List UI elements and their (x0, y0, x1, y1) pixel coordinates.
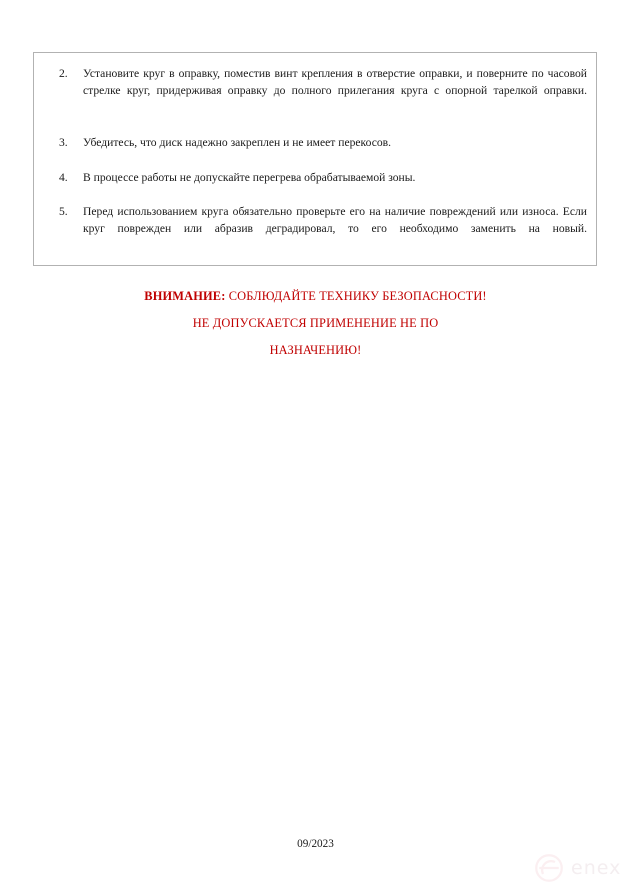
safety-warning-block (0, 283, 631, 364)
step-number: 2. (59, 67, 68, 80)
watermark (534, 849, 631, 887)
step-number: 3. (59, 136, 68, 150)
step-number: 4. (59, 170, 68, 184)
warning-lead-label: ВНИМАНИЕ: (144, 289, 226, 303)
step-text: Установите круг в оправку, поместив винт крепления в отверстие оправки, и поверните по часовой стрелке круг, придерживая оправку до полного прилегания круга с опорной тарелкой оправки. (83, 67, 587, 98)
list-item (43, 134, 587, 151)
warning-line-1 (0, 283, 631, 310)
steps-list (43, 65, 587, 255)
step-number: 5. (59, 205, 68, 219)
list-item (43, 65, 587, 117)
warning-line-2: НЕ ДОПУСКАЕТСЯ ПРИМЕНЕНИЕ НЕ ПО (192, 316, 439, 330)
step-text: В процессе работы не допускайте перегрева обрабатываемой зоны. (83, 170, 416, 184)
instruction-box (33, 52, 597, 266)
list-item (43, 203, 587, 255)
step-text: Убедитесь, что диск надежно закреплен и не имеет перекосов. (83, 136, 392, 150)
enex-circle-logo-icon (534, 853, 564, 883)
warning-line-3: НАЗНАЧЕНИЮ! (269, 343, 362, 357)
watermark-text: enex (571, 856, 622, 879)
footer-date: 09/2023 (297, 838, 334, 850)
warning-line-1-rest: СОБЛЮДАЙТЕ ТЕХНИКУ БЕЗОПАСНОСТИ! (225, 289, 487, 303)
step-text: Перед использованием круга обязательно проверьте его на наличие повреждений или износа. Если круг поврежден или абразив деградировал, то его необходимо заменить на новый. (83, 205, 587, 236)
list-item (43, 169, 587, 186)
